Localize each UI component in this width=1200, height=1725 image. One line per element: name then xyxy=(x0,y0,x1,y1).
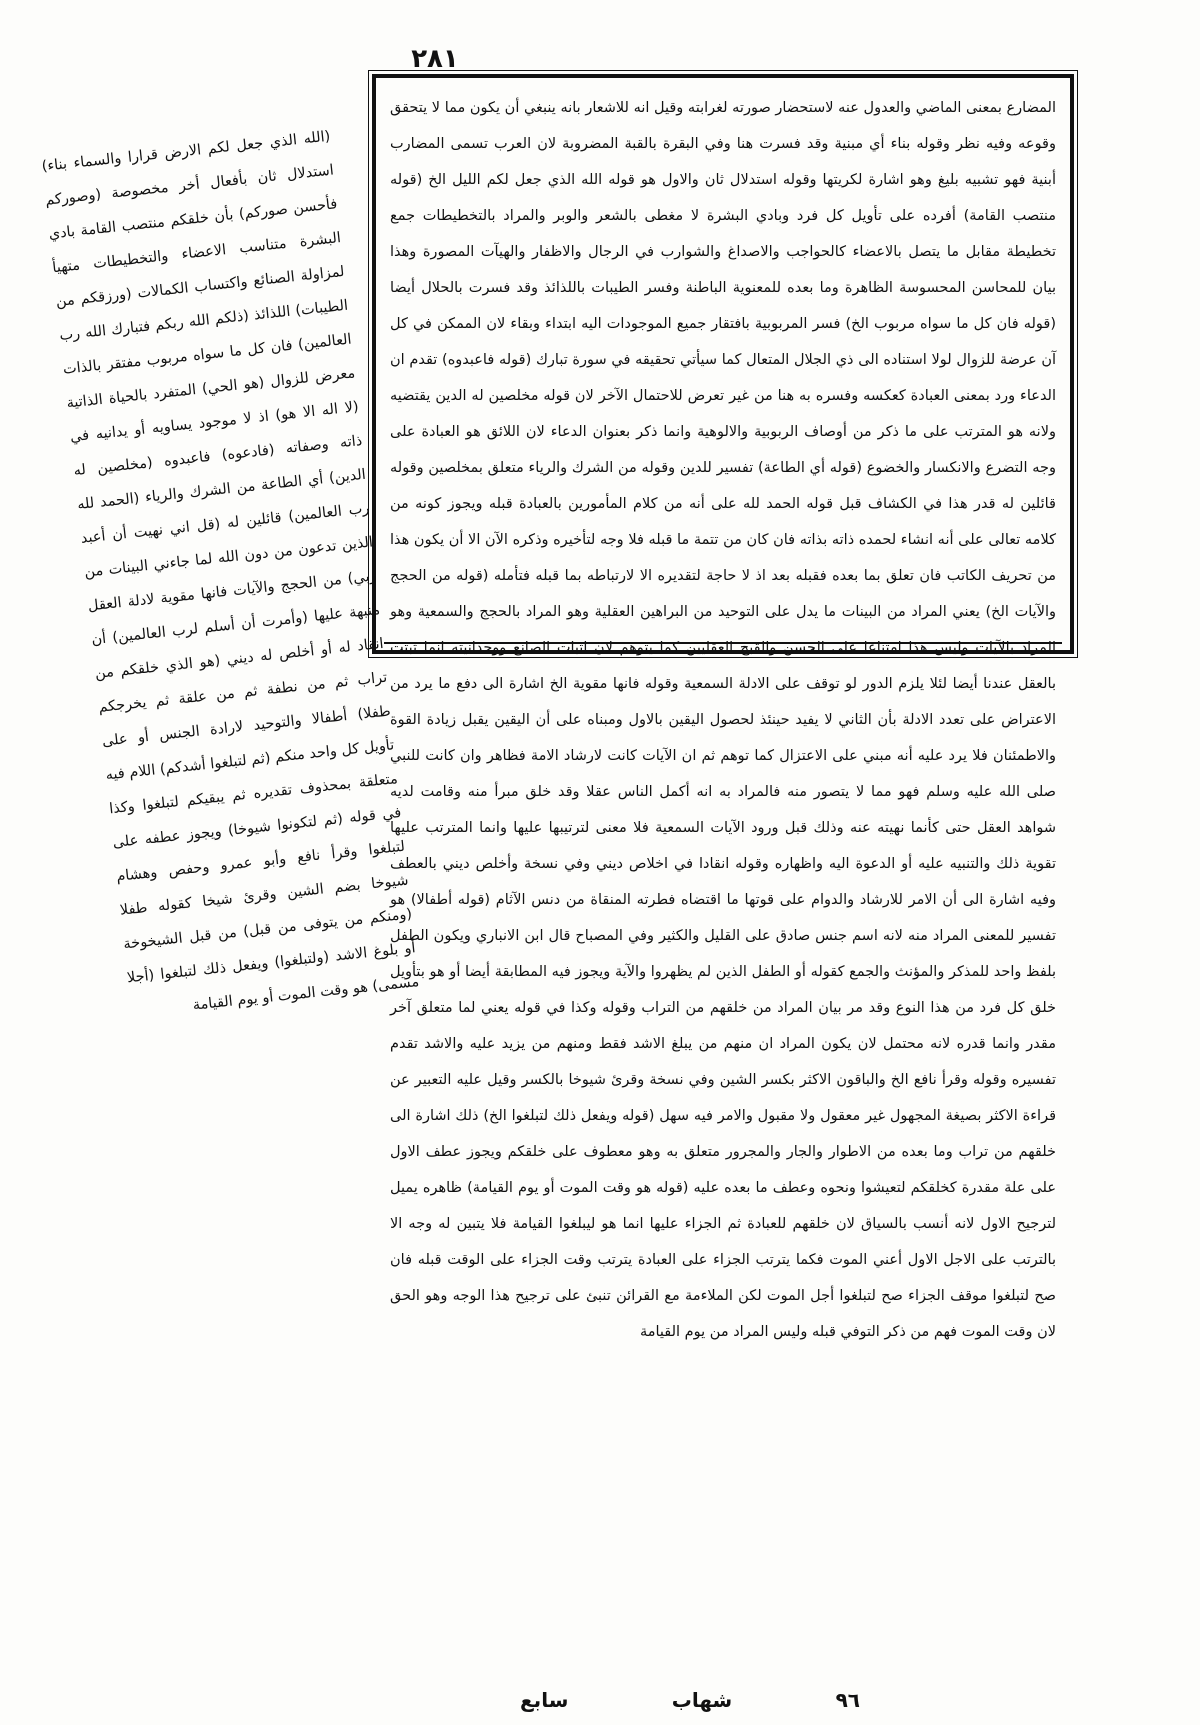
margin-column xyxy=(40,120,419,1016)
footer-book-title: شهاب xyxy=(671,1688,733,1712)
margin-commentary-text: (الله الذي جعل لكم الارض قرارا والسماء بناء) استدلال ثان بأفعال أخر مخصوصة (وصوركم فأحسن صوركم) بأن خلقكم منتصب القامة بادي البشرة متناسب الاعضاء والتخطيطات متهيأ لمزاولة الصنائع واكتساب الكمالات (ورزقكم من الطيبات) اللذائذ (ذلكم الله ربكم فتبارك الله رب العالمين) فان كل ما سواه مربوب مفتقر بالذات معرض للزوال (هو الحي) المتفرد بالحياة الذاتية (لا اله الا هو) اذ لا موجود يساويه أو يدانيه في ذاته وصفاته (فادعوه) فاعبدوه (مخلصين له الدين) أي الطاعة من الشرك والرياء (الحمد لله رب العالمين) قائلين له (قل اني نهيت أن أعبد الذين تدعون من دون الله لما جاءني البينات من ربي) من الحجج والآيات فانها مقوية لادلة العقل منبهة عليها (وأمرت أن أسلم لرب العالمين) أن انقاد له أو أخلص له ديني (هو الذي خلقكم من تراب ثم من نطفة ثم من علقة ثم يخرجكم طفلا) أطفالا والتوحيد لارادة الجنس أو على تأويل كل واحد منكم (ثم لتبلغوا أشدكم) اللام فيه متعلقة بمحذوف تقديره ثم يبقيكم لتبلغوا وكذا في قوله (ثم لتكونوا شيوخا) ويجوز عطفه على لتبلغوا وقرأ نافع وأبو عمرو وحفص وهشام شيوخا بضم الشين وقرئ شيخا كقوله طفلا (ومنكم من يتوفى من قبل) من قبل الشيخوخة أو بلوغ الاشد (ولتبلغوا) ويفعل ذلك لتبلغوا (أجلا مسمى) هو وقت الموت أو يوم القيامة xyxy=(40,128,420,1014)
page-footer xyxy=(520,1688,860,1712)
bottom-rule xyxy=(384,642,1062,644)
footer-volume: سابع xyxy=(520,1688,569,1712)
main-commentary-text: المضارع بمعنى الماضي والعدول عنه لاستحضار صورته لغرابته وقيل انه للاشعار بانه ينبغي أن يكون مما لا يتحقق وقوعه وفيه نظر وقوله بناء أي مبنية وقد فسرت هنا وفي البقرة بالقبة المضروبة لان العرب تسمى المضارب أبنية فهو تشبيه بليغ وهو اشارة لكريتها وقوله استدلال ثان والاول هو قوله الله الذي جعل لكم الليل الخ (قوله منتصب القامة) أفرده على تأويل كل فرد وبادي البشرة لا مغطى بالشعر والوبر والمراد بالتخطيطات جمع تخطيطة مقابل ما يتصل بالاعضاء كالحواجب والاصداغ والشوارب في الرجال والاظفار والهيآت المصورة وهذا بيان للمحاسن المحسوسة الظاهرة وما بعده للمعنوية الباطنة وفسر الطيبات باللذائذ وقد فسرت بالحلال أيضا (قوله فان كل ما سواه مربوب الخ) فسر المربوبية بافتقار جميع الموجودات اليه ابتداء وبقاء لان الممكن في كل آن عرضة للزوال لولا استناده الى ذي الجلال المتعال كما سيأتي تحقيقه في سورة تبارك (قوله فاعبدوه) تقدم ان الدعاء ورد بمعنى العبادة كعكسه وفسره به هنا من غير تعرض للاحتمال الآخر لان قوله مخلصين له الدين يقتضيه ولانه هو المترتب على ما ذكر من أوصاف الربوبية والالوهية وانما ذكر بعنوان الدعاء لان اللائق هو العبادة على وجه التضرع والانكسار والخضوع (قوله أي الطاعة) تفسير للدين وقوله من الشرك والرياء متعلق بمخلصين وقوله قائلين له قدر هذا في الكشاف قبل قوله الحمد لله على أنه من كلام المأمورين بالعبادة قبله ويجوز كونه من كلامه تعالى على أنه انشاء لحمده ذاته بذاته فان كان من تتمة ما قبله فلا وجه لتأخيره وذكره الآن الا أن يكون هذا من تحريف الكاتب فان تعلق بما بعده فقبله بعد اذ لا حاجة لتقديره الا لارتباطه بما قبله فتأمله (قوله من الحجج والآيات الخ) يعني المراد من البينات ما يدل على التوحيد من البراهين العقلية وهو المراد بالحجج والسمعية وهو المراد بالآيات وليس هذا امتناعا على الحسن والقبح العقليين كما يتوهم لان اثبات الصانع ووحدانيته انما ثبتت بالعقل عندنا أيضا لئلا يلزم الدور لو توقف على الادلة السمعية وقوله فانها مقوية الخ اشارة الى دفع ما يرد من الاعتراض على تعدد الادلة بأن الثاني لا يفيد حينئذ لحصول اليقين بالاول ومبناه على أن اليقين يقبل زيادة القوة والاطمئنان فلا يرد عليه أنه مبني على الاعتزال كما توهم ثم ان الآيات كانت لارشاد الامة فظاهر وان كانت للنبي صلى الله عليه وسلم فهو مما لا يتصور منه فالمراد به انه أكمل الناس عقلا وقد خلق مبرأ منه وقامت لديه شواهد العقل حتى كأنما نهيته عنه وذلك قبل ورود الآيات السمعية فلا معنى لترتيبها عليها وانما المترتب عليها تقوية ذلك والتنبيه عليه أو الدعوة اليه واظهاره وقوله انقادا في اخلاص ديني وفي نسخة وأخلص ديني بالعطف وفيه اشارة الى أن الامر للارشاد والدوام على قوتها ما اقتضاه فطرته المنقاة من دنس الآثام (قوله أطفالا) هو تفسير للمعنى المراد منه لانه اسم جنس صادق على القليل والكثير وفي المصباح قال ابن الانباري ويكون الطفل بلفظ واحد للمذكر والمؤنث والجمع كقوله أو الطفل الذين لم يظهروا والآية ويجوز فيه المطابقة أيضا أو هو بتأويل خلق كل فرد من هذا النوع وقد مر بيان المراد من خلقهم من التراب وقوله وكذا في قوله يعني لما متعلق آخر مقدر وانما قدره لانه محتمل لان يكون المراد ان منهم من يبلغ الاشد فقط ومنهم من يزيد عليه والاشد تقدم تفسيره وقوله وقرأ نافع الخ والباقون الاكثر بكسر الشين وفي نسخة وقرئ شيوخا بالكسر وقيل عليه التعبير عن قراءة الاكثر بصيغة المجهول غير معقول ولا مقبول والامر فيه سهل (قوله ويفعل ذلك لتبلغوا الخ) ذلك اشارة الى خلقهم من تراب وما بعده من الاطوار والجار والمجرور متعلق به وهو معطوف على خلقكم ويجوز عطف الاول على علة مقدرة كخلقكم لتعيشوا ونحوه وعطف ما بعده عليه (قوله هو وقت الموت أو يوم القيامة) ظاهره يميل لترجيح الاول لانه أنسب بالسياق لان خلقهم للعبادة ثم الجزاء عليها انما هو ليبلغوا القيامة فلا يتبين له وجه الا بالترتب على الاجل الاول أعني الموت فكما يترتب الجزاء على العبادة يترتب وقت الجزاء على الوقت قبله فان صح لتبلغوا موقف الجزاء صح لتبلغوا أجل الموت لكن الملاءمة مع القرائن تنبئ على ترجيح هذا الوجه وهو الحق لان وقت الموت فهم من ذكر التوفي قبله وليس المراد من يوم القيامة xyxy=(390,100,1056,1340)
main-text-frame xyxy=(372,74,1074,1340)
footer-page-number: ٩٦ xyxy=(835,1688,860,1712)
page-number: ٢٨١ xyxy=(411,44,459,74)
